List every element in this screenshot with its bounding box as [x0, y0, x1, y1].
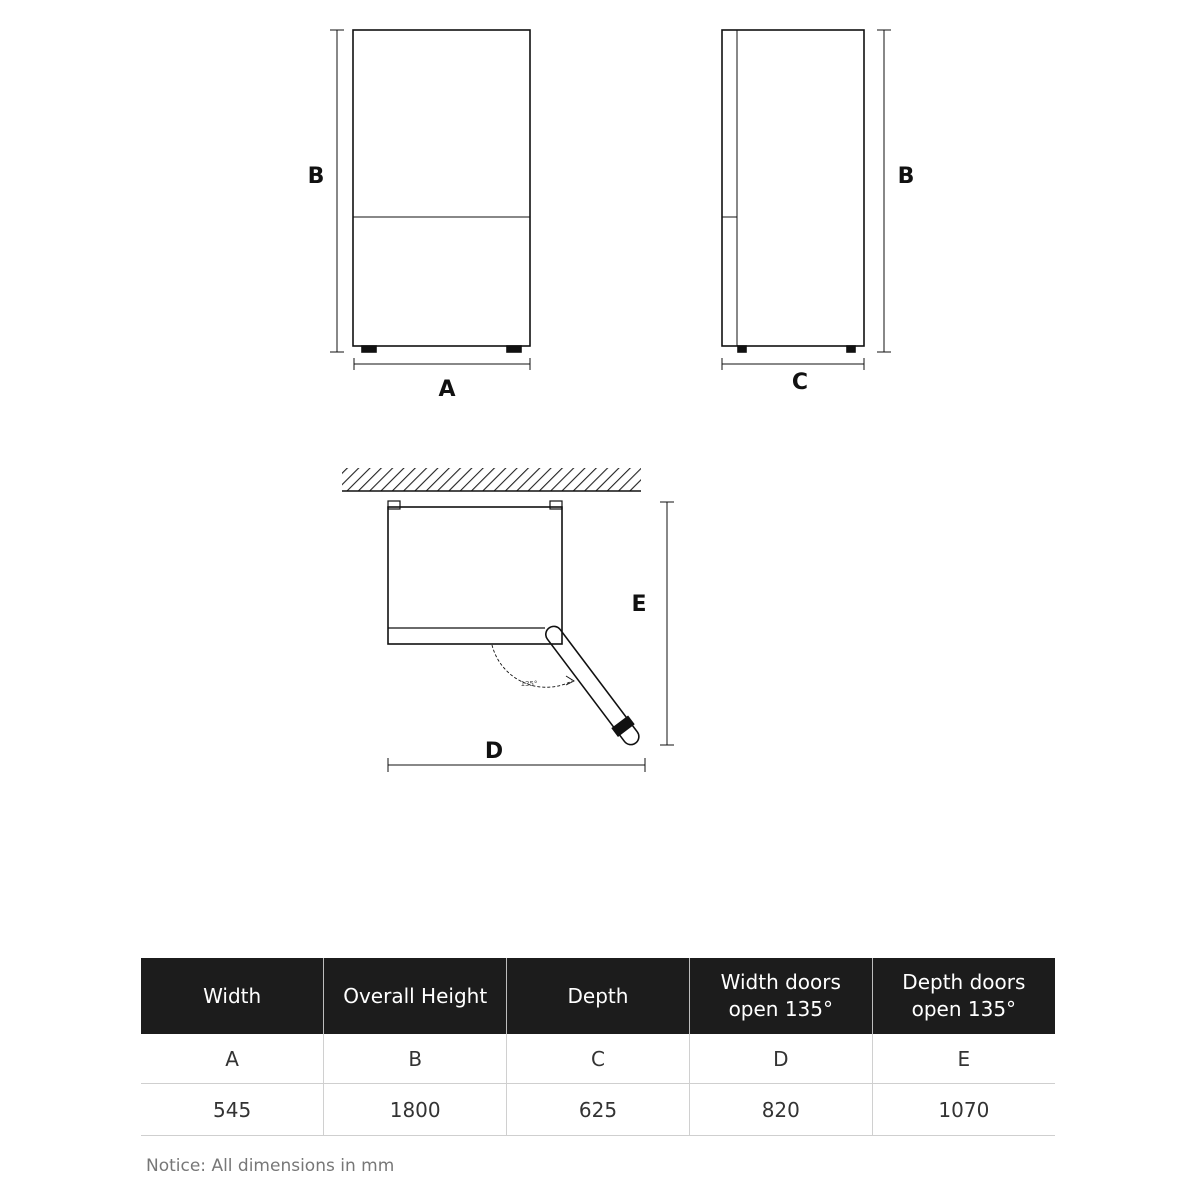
dimensions-table	[141, 958, 1055, 1136]
front-width-label: A	[438, 377, 456, 402]
door-angle-label: 135°	[520, 680, 538, 688]
table-row-letters	[141, 1034, 1055, 1084]
front-cabinet	[353, 30, 530, 346]
column-header-line: open 135°	[728, 997, 834, 1021]
units-notice: Notice: All dimensions in mm	[146, 1156, 395, 1176]
side-height-label: B	[897, 164, 915, 189]
front-height-dimension	[330, 30, 344, 352]
column-header-line: Width	[203, 983, 262, 1008]
side-foot-back	[847, 346, 855, 352]
dimension-value-cell: 545	[141, 1084, 324, 1136]
open-door	[541, 622, 644, 749]
front-view	[330, 30, 530, 370]
column-header-line: open 135°	[911, 997, 1017, 1021]
column-header-line: Width doors	[720, 970, 841, 994]
column-header	[141, 958, 324, 1034]
dimension-letter-cell: E	[872, 1034, 1055, 1084]
open-depth-label: E	[631, 592, 647, 617]
front-height-label: B	[307, 164, 325, 189]
open-depth-dimension	[660, 502, 674, 745]
top-view	[342, 468, 674, 772]
dimension-value-cell: 625	[507, 1084, 690, 1136]
dimension-value-cell: 1070	[872, 1084, 1055, 1136]
open-width-dimension	[388, 758, 645, 772]
dimension-letter-cell: A	[141, 1034, 324, 1084]
side-cabinet	[722, 30, 864, 346]
front-width-dimension	[354, 358, 530, 370]
column-header	[689, 958, 872, 1034]
side-depth-dimension	[722, 358, 864, 370]
column-header	[872, 958, 1055, 1034]
top-cabinet	[388, 507, 562, 644]
dimension-letter-cell: D	[689, 1034, 872, 1084]
open-width-label: D	[484, 739, 504, 764]
side-view	[722, 30, 891, 370]
table-row-values	[141, 1084, 1055, 1136]
table-header-row	[141, 958, 1055, 1034]
wall-hatch	[342, 468, 641, 491]
side-depth-label: C	[791, 370, 809, 395]
dimension-value-cell: 820	[689, 1084, 872, 1136]
column-header-line: Overall Height	[343, 983, 488, 1008]
front-foot-right	[507, 346, 521, 352]
column-header-line: Depth doors	[902, 970, 1026, 994]
dimension-letter-cell: B	[324, 1034, 507, 1084]
side-foot-front	[738, 346, 746, 352]
dimension-value-cell: 1800	[324, 1084, 507, 1136]
side-height-dimension	[877, 30, 891, 352]
column-header-line: Depth	[567, 983, 629, 1008]
column-header	[507, 958, 690, 1034]
dimension-letter-cell: C	[507, 1034, 690, 1084]
front-foot-left	[362, 346, 376, 352]
column-header	[324, 958, 507, 1034]
